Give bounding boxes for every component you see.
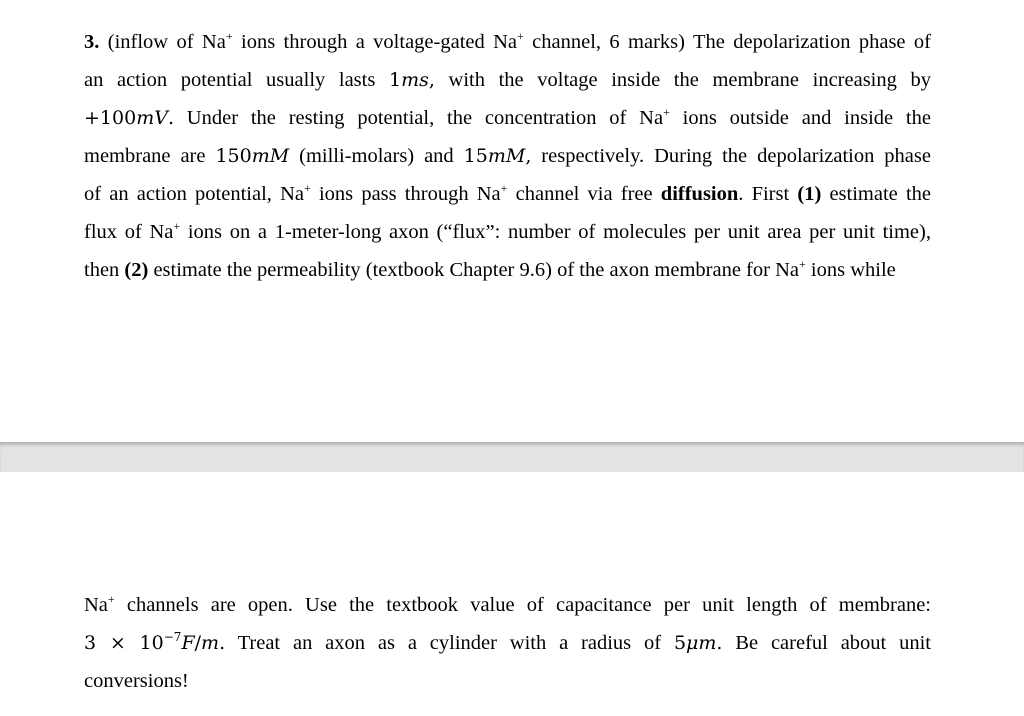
text-line — [84, 662, 931, 700]
text-line — [84, 586, 931, 624]
text-run: 150 — [215, 145, 252, 167]
text-run: 3. — [84, 31, 100, 53]
text-run: + — [663, 105, 670, 119]
text-run: . First — [738, 183, 798, 205]
text-run: 3 × 10 — [84, 632, 164, 654]
text-run: F — [181, 632, 195, 654]
text-run: , — [525, 145, 532, 167]
text-run: (2) — [124, 259, 149, 281]
text-run: ions through a voltage-gated Na — [232, 31, 518, 53]
text-run: then — [84, 259, 125, 281]
text-run: ms — [401, 69, 429, 91]
text-run: + — [500, 181, 508, 195]
text-run: −7 — [163, 630, 182, 644]
text-run: membrane are — [84, 145, 216, 167]
text-run: +100 — [84, 107, 137, 129]
text-run: channel via free — [507, 183, 661, 205]
text-line — [84, 99, 931, 137]
text-run: mV — [136, 107, 168, 129]
text-run: ions while — [805, 259, 896, 281]
text-run: + — [304, 181, 311, 195]
text-run: 1 — [388, 69, 402, 91]
text-run: . — [167, 107, 174, 129]
text-run: flux of Na — [84, 221, 174, 243]
text-run: conversions! — [84, 670, 189, 692]
text-run: μm — [686, 632, 717, 654]
text-run: diffusion — [660, 183, 739, 205]
text-run: , — [428, 69, 435, 91]
text-run: respectively. During the depolarization phase — [531, 145, 931, 167]
text-run: of an action potential, Na — [84, 183, 304, 205]
text-run: 15 — [463, 145, 488, 167]
text-run: ions pass through Na — [310, 183, 501, 205]
text-line — [84, 213, 931, 251]
text-run: / — [194, 632, 202, 654]
document-page-bottom — [0, 472, 1024, 716]
text-run: ions on a 1-meter-long axon (“flux”: number of molecules per unit area per unit time), — [180, 221, 931, 243]
text-line — [84, 23, 931, 61]
text-run: + — [107, 592, 115, 606]
text-line — [84, 137, 931, 175]
text-line — [84, 251, 931, 289]
question-continuation-text — [84, 586, 931, 700]
text-run: (inflow of Na — [99, 31, 226, 53]
text-run: Under the resting potential, the concentration of Na — [173, 107, 664, 129]
text-run: m — [201, 632, 220, 654]
text-run: + — [517, 29, 524, 43]
text-run: 5 — [673, 632, 687, 654]
text-run: . — [219, 632, 226, 654]
text-run: ions outside and inside the — [669, 107, 931, 129]
text-run: mM — [487, 145, 526, 167]
text-run: + — [798, 257, 806, 271]
text-line — [84, 624, 931, 662]
text-run: channels are open. Use the textbook value of capacitance per unit length of membrane: — [114, 594, 931, 616]
text-run: mM — [251, 145, 290, 167]
text-run: . — [716, 632, 723, 654]
text-line — [84, 175, 931, 213]
page-gap — [0, 442, 1024, 472]
text-line — [84, 61, 931, 99]
text-run: channel, 6 marks) The depolarization phase of — [523, 31, 931, 53]
text-run: (1) — [797, 183, 822, 205]
text-run: with the voltage inside the membrane increasing by — [434, 69, 931, 91]
text-run: Na — [84, 594, 108, 616]
text-run: estimate the — [821, 183, 931, 205]
text-run: Treat an axon as a cylinder with a radius of — [225, 632, 674, 654]
text-run: an action potential usually lasts — [84, 69, 389, 91]
text-run: + — [173, 219, 181, 233]
text-run: (milli-molars) and — [289, 145, 464, 167]
text-run: estimate the permeability (textbook Chapter 9.6) of the axon membrane for Na — [148, 259, 799, 281]
text-run: + — [225, 29, 233, 43]
question-text — [84, 23, 931, 289]
text-run: Be careful about unit — [722, 632, 931, 654]
